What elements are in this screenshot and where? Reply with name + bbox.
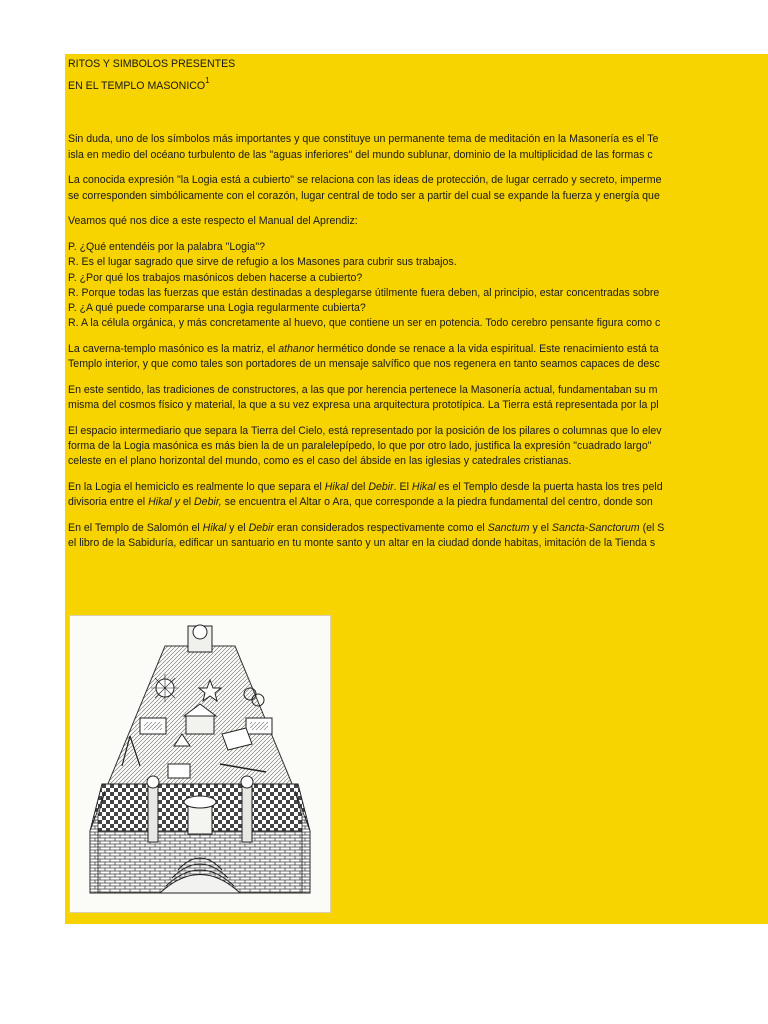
paragraph-1: Sin duda, uno de los símbolos más importantes y que constituye un permanente tema de meditación en la Masonería es el Te isla en medio del océano turbulento de las "aguas inferiores" del mundo sublunar, dominio de la multiplicidad de las formas c xyxy=(68,133,659,161)
qa-item: R. A la célula orgánica, y más concretamente al huevo, que contiene un ser en potencia. Todo cerebro pensante figura como c xyxy=(68,317,661,330)
paragraph-5: En este sentido, las tradiciones de constructores, a las que por herencia pertenece la Masonería actual, fundamentaban su m misma del cosmos físico y material, la que a su vez expresa una arquitectura prototípica. La Tierra está representada por la pl xyxy=(68,384,659,412)
document-text xyxy=(68,54,768,562)
heading-ritos: RITOS Y SIMBOLOS PRESENTES xyxy=(68,58,236,70)
yellow-page-sheet xyxy=(65,54,768,924)
qa-item: P. ¿Por qué los trabajos masónicos deben hacerse a cubierto? xyxy=(68,271,363,284)
qa-item: R. Porque todas las fuerzas que están destinadas a desplegarse útilmente fuera deben, al principio, estar concentradas sobre xyxy=(68,286,660,299)
footnote-marker[interactable]: 1 xyxy=(205,76,210,86)
heading-templo: EN EL TEMPLO MASONICO$^1$ xyxy=(68,76,210,93)
paragraph-8: En el Templo de Salomón el Hikal y el Debir eran considerados respectivamente como el Sanctum y el Sancta-Sanctorum (el S el libro de la Sabiduría, edificar un santuario en tu monte santo y un altar en la ciudad donde habitas, imitación de la Tienda s xyxy=(68,522,665,550)
paragraph-3: Veamos qué nos dice a este respecto el Manual del Aprendiz: xyxy=(68,215,358,228)
lodge-engraving-drawing xyxy=(70,616,330,912)
paragraph-7: En la Logia el hemiciclo es realmente lo que separa el Hikal del Debir. El Hikal es el Templo desde la puerta hasta los tres peld divisoria entre el Hikal y el Debir, se encuentra el Altar o Ara, que corresponde a la piedra fundamental del centro, donde son xyxy=(68,481,663,509)
paragraph-2: La conocida expresión "la Logia está a cubierto" se relaciona con las ideas de protección, de lugar cerrado y secreto, imperme se corresponden simbólicamente con el corazón, lugar central de todo ser a partir del cual se expande la fuerza y energía que xyxy=(68,174,662,202)
qa-list xyxy=(68,240,768,331)
qa-item: R. Es el lugar sagrado que sirve de refugio a los Masones para cubrir sus trabajos. xyxy=(68,256,457,269)
qa-item: P. ¿A qué puede compararse una Logia regularmente cubierta? xyxy=(68,302,366,315)
qa-item: P. ¿Qué entendéis por la palabra "Logia"? xyxy=(68,241,265,254)
paragraph-6: El espacio intermediario que separa la Tierra del Cielo, está representado por la posición de los pilares o columnas que lo elev forma de la Logia masónica es más bien la de un paralelepípedo, lo que por otro lado, justifica la expresión "cuadrado largo" celeste en el plano horizontal del mundo, como es el caso del ábside en las iglesias y catedrales cristianas. xyxy=(68,425,662,468)
lodge-engraving-image xyxy=(69,615,331,913)
paragraph-4: La caverna-templo masónico es la matriz, el athanor hermético donde se renace a la vida espiritual. Este renacimiento está ta Templo interior, y que como tales son portadores de un mensaje salvífico que nos regenera en tanto seamos capaces de desc xyxy=(68,343,660,371)
